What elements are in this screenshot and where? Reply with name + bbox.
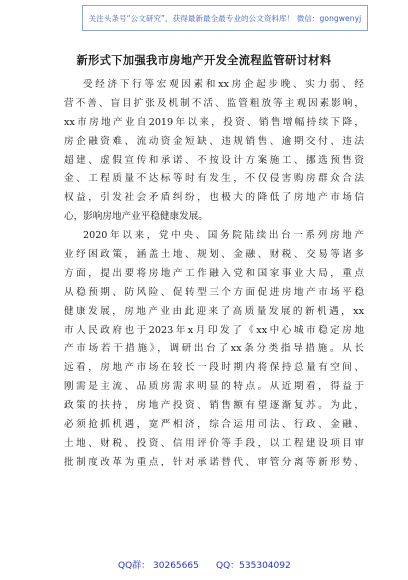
paragraph-line: 土地、财税、投资、信用评价等手段，以工程建设项目审 (64, 437, 364, 449)
document-body (64, 76, 364, 473)
paragraph-line: 产市场若干措施》，调研出台了xx条分类指导措施。从长 (64, 343, 364, 355)
paragraph-line: 市人民政府也于2023年x月印发了《xx中心城市稳定房地 (64, 324, 364, 336)
paragraph-line: 心，影响房地产业平稳健康发展。 (64, 211, 208, 223)
paragraph-line: 业纾困政策，涵盖土地、规划、金融、财税、交易等诸多 (64, 249, 364, 261)
paragraph-line: 超建、虚假宣传和承诺、不按设计方案施工、挪选预售资 (64, 154, 364, 166)
paragraph-line: 房企融资难、流动资金短缺、违规销售、逾期交付、违法 (64, 135, 364, 147)
paragraph-line: 刚需是主流、品质房需求明显的特点。从近期看，得益于 (64, 381, 364, 393)
paragraph-line: 2020年以来，党中央、国务院陆续出台一系列房地产 (83, 230, 364, 242)
paragraph-line: 远看，房地产市场在较长一段时期内将保持总量有空间、 (64, 362, 364, 374)
paragraph-line: 从稳预期、防风险、促转型三个方面促进房地产市场平稳 (64, 286, 364, 298)
qq-group-link[interactable]: QQ群： 30265665 (118, 561, 199, 571)
paragraph-1 (64, 76, 364, 227)
paragraph-line: 政策的扶持，房地产投资、销售额有望逐渐复苏。为此， (64, 400, 364, 412)
paragraph-line: 批制度改革为重点，针对承诺替代、审管分离等新形势、 (64, 456, 364, 468)
paragraph-line: 健康发展，房地产业由此迎来了高质量发展的新机遇，xx (64, 305, 364, 317)
qq-contact-link[interactable]: QQ：535304092 (216, 561, 291, 571)
paragraph-line: 营不善、盲目扩张及机制不活、监管粗放等主观因素影响， (64, 97, 364, 109)
paragraph-line: xx市房地产业自2019年以来，投资、销售增幅持续下降， (64, 116, 364, 128)
paragraph-line: 必须抢抓机遇，宽严相济，综合运用司法、行政、金融、 (64, 419, 364, 431)
header-banner: 关注头条号“公文研究”，获得最新最全最专业的公文资料库！ 微信：gongwenyj (82, 5, 368, 31)
document-title: 新形式下加强我市房地产开发全流程监管研讨材料 (76, 54, 332, 67)
paragraph-line: 金、工程质量不达标等时有发生，不仅侵害购房群众合法 (64, 173, 364, 185)
paragraph-line: 受经济下行等宏观因素和xx房企起步晚、实力弱、经 (83, 79, 364, 90)
paragraph-2 (64, 227, 364, 473)
paragraph-line: 方面，提出要将房地产工作融入党和国家事业大局，重点 (64, 267, 364, 279)
paragraph-line: 权益，引发社会矛盾纠纷，也极大的降低了房地产市场信 (64, 192, 364, 204)
